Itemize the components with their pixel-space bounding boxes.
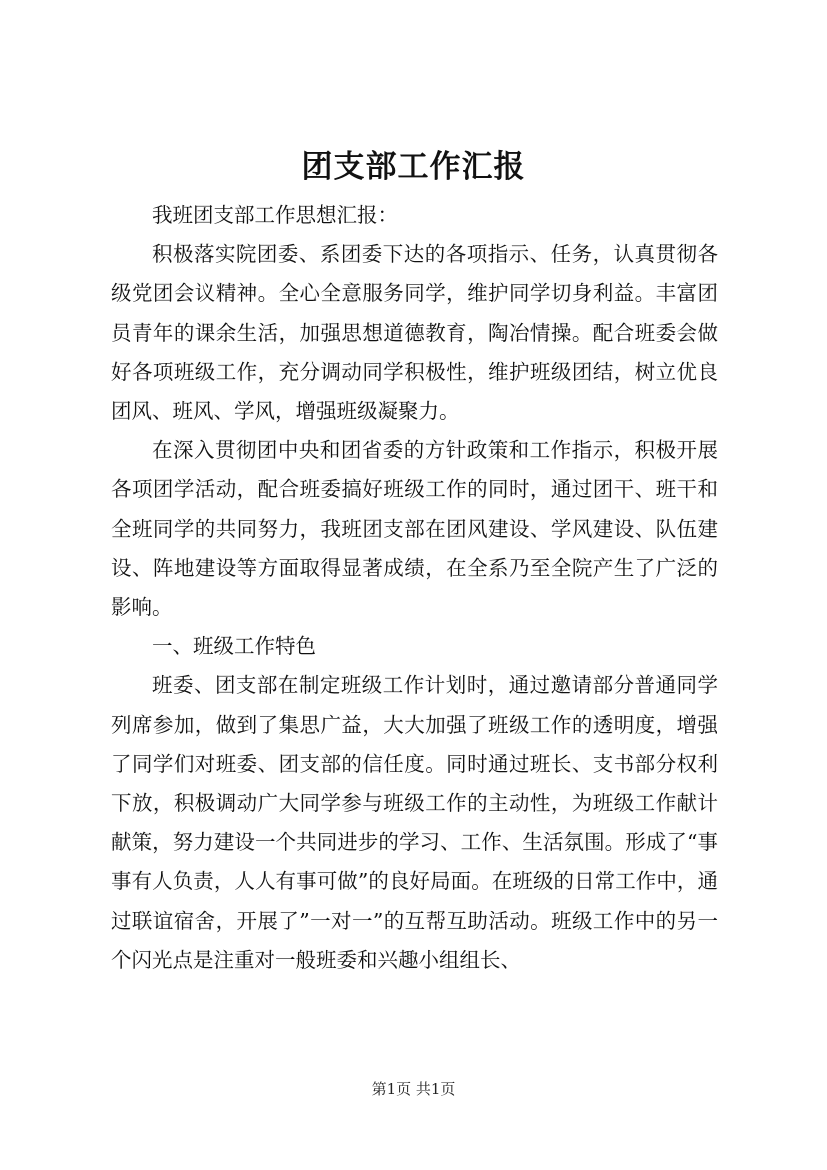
paragraph-achievements: 在深入贯彻团中央和团省委的方针政策和工作指示，积极开展各项团学活动，配合班委搞好班级工作的同时，通过团干、班干和全班同学的共同努力，我班团支部在团风建设、学风建设、队伍建设、阵地建设等方面取得显著成绩，在全系乃至全院产生了广泛的影响。 bbox=[111, 438, 718, 620]
paragraph-class-work-features: 班委、团支部在制定班级工作计划时，通过邀请部分普通同学列席参加，做到了集思广益，大大加强了班级工作的透明度，增强了同学们对班委、团支部的信任度。同时通过班长、支书部分权利下放，积极调动广大同学参与班级工作的主动性，为班级工作献计献策，努力建设一个共同进步的学习、工作、生活氛围。形成了“事事有人负责，人人有事可做”的良好局面。在班级的日常工作中，通过联谊宿舍，开展了”一对一”的互帮互助活动。班级工作中的另一个闪光点是注重对一般班委和兴趣小组组长、 bbox=[111, 673, 718, 972]
paragraph-work-summary: 积极落实院团委、系团委下达的各项指示、任务，认真贯彻各级党团会议精神。全心全意服务同学，维护同学切身利益。丰富团员青年的课余生活，加强思想道德教育，陶冶情操。配合班委会做好各项班级工作，充分调动同学积极性，维护班级团结，树立优良团风、班风、学风，增强班级凝聚力。 bbox=[111, 242, 718, 424]
page-footer: 第1页 共1页 bbox=[371, 1080, 456, 1098]
paragraph-intro: 我班团支部工作思想汇报： bbox=[152, 203, 398, 227]
document-body bbox=[111, 196, 718, 980]
document-title: 团支部工作汇报 bbox=[301, 149, 526, 185]
section-heading: 一、班级工作特色 bbox=[152, 634, 316, 659]
